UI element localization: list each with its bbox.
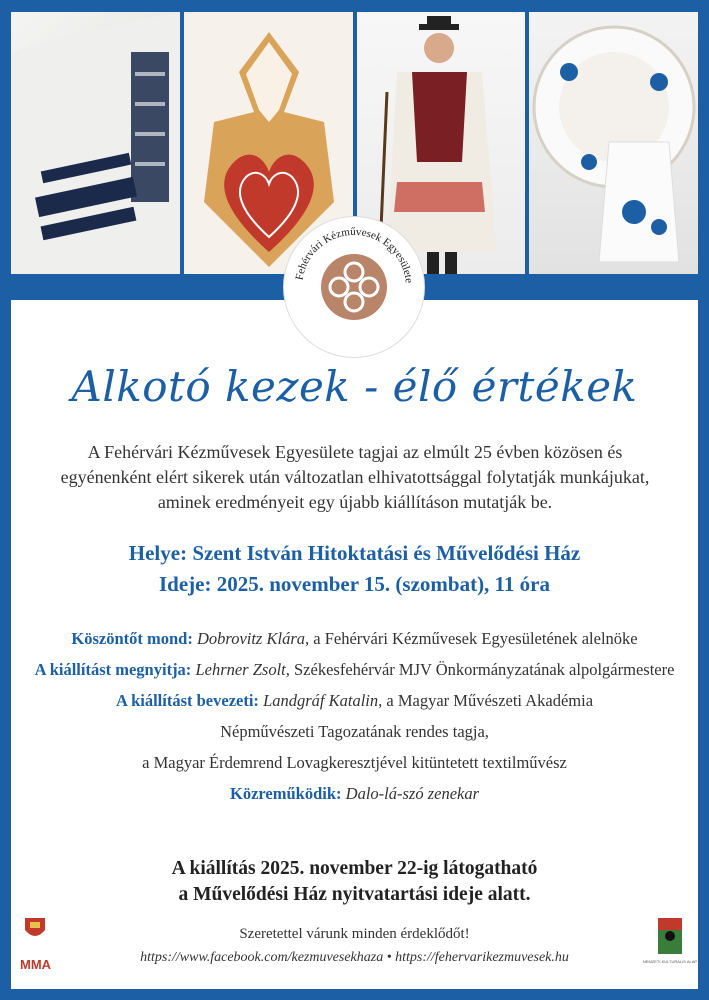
links-line[interactable]: https://www.facebook.com/kezmuvesekhaza • https://fehervarikezmuvesek.hu [140,950,569,965]
introduction-role-3: a Magyar Érdemrend Lovagkeresztjével kitüntetett textilművész [142,753,567,772]
mma-logo: MMA [20,957,52,972]
introduction-role-2: Népművészeti Tagozatának rendes tagja, [220,722,489,741]
performer-name: Dalo-lá-szó zenekar [345,784,480,803]
event-details [0,538,709,600]
introduction-label: A kiállítást bevezeti: [115,691,259,710]
performer-label: Közreműködik: [229,784,342,803]
greeting-line [20,623,689,654]
association-logo [284,217,424,357]
venue-line: Helye: Szent István Hitoktatási és Művelődési Ház [128,541,581,565]
city-crest-icon [20,916,50,942]
welcome-text: Szeretettel várunk minden érdeklődőt! [239,926,470,942]
introduction-role-1: a Magyar Művészeti Akadémia [386,691,594,710]
opening-line [20,654,689,685]
opening-role: Székesfehérvár MJV Önkormányzatának alpolgármestere [294,660,675,679]
ceramics-photo [529,12,698,274]
greeting-role: a Fehérvári Kézművesek Egyesületének alelnöke [313,629,638,648]
notice-line-1: A kiállítás 2025. november 22-ig látogatható [171,858,538,879]
nka-logo-icon [658,918,682,954]
performer-line [20,778,689,809]
exhibition-notice [0,856,709,908]
greeting-name: Dobrovitz Klára, [196,629,310,648]
introduction-name: Landgráf Katalin, [263,691,383,710]
poster-title: Alkotó kezek - élő értékek [71,362,638,411]
intro-paragraph: A Fehérvári Kézművesek Egyesülete tagjai az elmúlt 25 évben közösen és egyénenként elért sikerek után változatlan elhivatottsággal folytatják munkájukat, aminek eredményeit egy újabb kiállításon mutatják be. [60,442,650,512]
nka-label: NEMZETI KULTURÁLIS ALAP [642,959,698,964]
sponsor-right-logo [640,918,700,964]
greeting-label: Köszöntőt mond: [71,629,193,648]
program-credits [20,623,689,809]
notice-line-2: a Művelődési Ház nyitvatartási ideje alatt. [178,884,531,905]
logo-text: Fehérvári Kézművesek Egyesülete [293,225,415,284]
opening-label: A kiállítást megnyitja: [34,660,192,679]
introduction-line [20,685,689,716]
embroidery-photo [11,12,180,274]
opening-name: Lehrner Zsolt, [195,660,290,679]
time-line: Ideje: 2025. november 15. (szombat), 11 óra [159,572,550,596]
sponsor-left-logos [20,916,50,972]
